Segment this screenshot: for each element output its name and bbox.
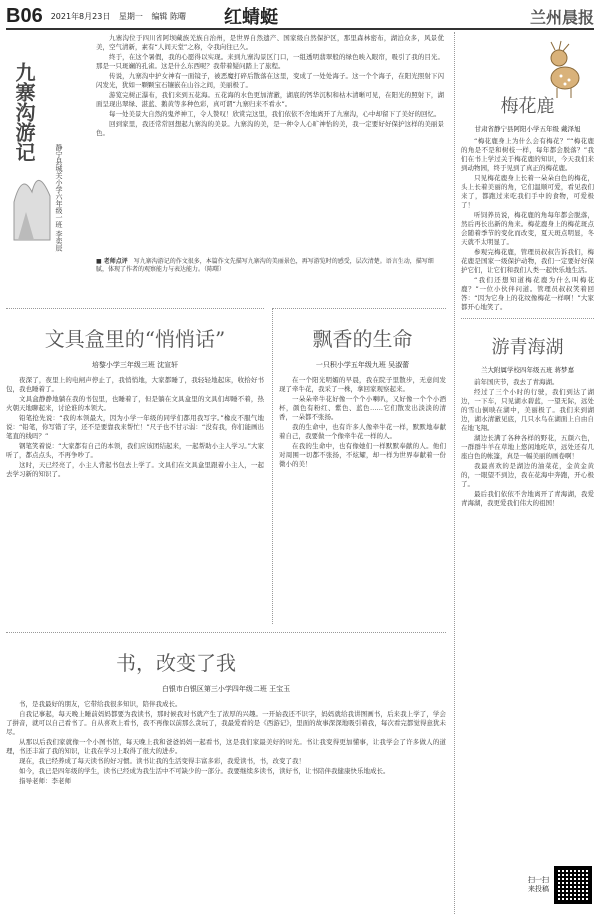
qr-code-icon[interactable] [554, 866, 592, 904]
article-body [96, 34, 444, 139]
paragraph: 参观完梅花鹿，管理员叔叔告诉我们，梅花鹿是国家一级保护动物，我们一定要好好保护它们，让它们和我们人类一起快乐地生活。 [461, 248, 594, 274]
paragraph: 最后我们依依不舍地离开了青海湖，我爱青海湖，我更爱我们伟大的祖国！ [461, 490, 594, 507]
editor-credit: 编辑 陈曙 [151, 11, 186, 21]
paragraph: 如今，我已是四年级的学生，读书已经成为我生活中不可缺少的一部分。我要继续多读书，读好书，让书陪伴我健康快乐地成长。 [19, 767, 390, 775]
page-header [6, 4, 594, 30]
article-title: 九寨沟游记 [12, 62, 36, 162]
paragraph: 湖边长满了各种各样的野花，五颜六色，一群群牛羊在草地上悠闲地吃草，远处还有几座白色的帐篷，真是一幅美丽的画卷啊！ [461, 434, 594, 460]
paragraph: 钢笔笑着说：“大家都有自己的本领，我们应该团结起来，一起帮助小主人学习。”大家听了，都点点头，不再争吵了。 [6, 442, 264, 459]
paragraph: 听饲养员说，梅花鹿的角每年都会脱落，然后再长出新的角来。梅花鹿身上的梅花斑点会随着季节的变化而改变，夏天斑点明显，冬天就不太明显了。 [461, 211, 594, 246]
article-stationery-box [6, 308, 264, 625]
paragraph: 在一个阳光明媚的早晨，我在院子里散步，无意间发现了牵牛花，我采了一株，拿回家观察起来。 [279, 376, 446, 393]
submission-qr[interactable] [528, 866, 592, 904]
article-author: 静宁县城关小学六年级一班 李奕辰 [55, 144, 63, 252]
header-meta [51, 11, 192, 22]
paragraph: 这时，天已经亮了，小主人背起书包去上学了。文具们在文具盒里跟着小主人，一起去学习新的知识了。 [6, 461, 264, 478]
issue-weekday: 星期一 [118, 11, 143, 21]
left-column [6, 32, 446, 914]
paragraph: 现在，我已经养成了每天读书的好习惯。读书让我的生活变得丰富多彩，我爱读书，书，改变了我！ [19, 757, 305, 765]
article-author: 甘肃省静宁县阿阳小学五年级 戴泽旭 [474, 125, 581, 133]
paragraph: 铅笔抢先说：“我的本领最大，因为小学一年级的同学们都用我写字。”橡皮不服气地说：“铅笔，你写错了字，还不是要靠我来帮忙！”尺子也不甘示弱：“没有我，你们能画出笔直的线吗？” [6, 414, 264, 440]
article-author: 培黎小学三年级三班 沈宣轩 [91, 361, 179, 369]
paragraph: 自我记事起，每天晚上睡前妈妈都要为我读书，那时候我对书就产生了浓厚的兴趣。一开始我还不识字，妈妈就给我讲图画书，后来我上学了，学会了拼音，就可以自己看书了。自从喜欢上看书，我不再像以前那么贪玩了，我最爱看的是《西游记》，里面的故事深深地吸引着我，每次看完都觉得意犹未尽。 [6, 710, 446, 736]
article-jiuzhaigou [6, 32, 446, 300]
paragraph: 只见梅花鹿身上长着一朵朵白色的梅花，头上长着美丽的角，它们温顺可爱，看见我们来了，都跑过来吃我们手中的食物，可爱极了！ [461, 174, 594, 209]
page-number: B06 [6, 4, 43, 27]
paragraph: 传说，九寨沟中护女神有一面镜子，被恶魔打碎后散落在这里，变成了一处处海子。这一个个海子，在阳光照射下闪闪发光，犹如一颗颗宝石镶嵌在山谷之间，美丽极了。 [96, 72, 444, 89]
article-title: 书，改变了我 [116, 651, 236, 675]
article-author: 兰大附属学校四年级五班 蒋梦嘉 [480, 366, 575, 374]
paragraph: 一朵朵牵牛花好像一个个小喇叭，又好像一个个小酒杯，颜色有粉红、紫色、蓝色……它们散发出淡淡的清香，一朵都不张扬。 [279, 395, 446, 421]
paragraph: 回到家里，我还常常回想起九寨沟的美景。九寨沟的美，是一种令人心旷神怡的美，我一定要好好保护这样的美丽景色。 [96, 120, 444, 137]
article-book-changed-me [6, 632, 446, 915]
article-sika-deer [461, 92, 594, 312]
right-column [454, 32, 594, 914]
paragraph: 前年国庆节，我去了青海湖。 [474, 378, 559, 386]
paragraph: 书，是我最好的朋友，它带给我很多知识，陪伴我成长。 [19, 700, 182, 708]
paragraph: 经过了三个小时的行驶，我们到达了湖边，一下车，只见湖水碧蓝，一望无际，远处的雪山倒映在湖中，美丽极了。我们来到湖边，湖水清澈见底，几只水鸟在湖面上自由自在地飞翔。 [461, 388, 594, 432]
paragraph: “我们还想知道梅花鹿为什么叫梅花鹿？”一位小伙伴问道。管理员叔叔笑着回答：“因为它身上的花纹像梅花一样啊！”大家都开心地笑了。 [461, 276, 594, 311]
paragraph: 每一处美景大自然的鬼斧神工，令人赞叹！欣赏完这里，我们依依不舍地离开了九寨沟，心中却留下了美好的回忆。 [109, 110, 441, 118]
newspaper-brand: 兰州晨报 [529, 7, 594, 27]
paragraph: 文具盒静静地躺在我的书包里，也睡着了，但是躺在文具盒里的文具们却睡不着，热火朝天地聊起来，讨论谁的本领大。 [6, 395, 264, 412]
paragraph: 九寨沟位于四川省阿坝藏族羌族自治州，是世界自然遗产、国家级自然保护区，那里森林密布，湖泊众多，风景优美，空气清新，素有“人间天堂”之称，令我向往已久。 [96, 34, 444, 51]
article-qinghai-lake [461, 318, 594, 508]
paragraph: 在我的生命中，也有像她们一样默默奉献的人。他们对周围一切都不张扬，不炫耀，却一样为世界奉献着一份微小的美！ [279, 442, 446, 468]
deer-illustration [541, 40, 587, 100]
qr-label: 扫一扫 来投稿 [528, 876, 549, 893]
article-title: 飘香的生命 [312, 327, 413, 351]
article-title: 文具盒里的“悄悄话” [44, 327, 226, 351]
paragraph: 游览完树正瀑布，我们来到五花海。五花海的水色更加清澈，湖底的钙华沉积和枯木清晰可见，在阳光的照射下，湖面呈现出翠绿、湛蓝、鹅黄等多种色彩，真可谓“九寨归来不看水”。 [96, 91, 444, 108]
paragraph: 夜深了，夜里上的电闸声停止了，我悄悄地，大家都睡了，我轻轻地起床，收拾好书包，我也睡着了。 [6, 376, 264, 393]
landscape-illustration [12, 162, 52, 242]
paragraph: 从那以后我们家就像一个小图书馆，每天晚上我和爸爸妈妈一起看书，这是我们家最美好的时光。书让我变得更加懂事，让我学会了许多做人的道理，书还丰富了我的知识，让我在学习上取得了很大的进步。 [6, 738, 446, 755]
article-title: 梅花鹿 [500, 96, 555, 117]
paragraph: “梅花鹿身上为什么会有梅花？”“梅花鹿的角是不是和树枝一样，每年都会脱落？”我们在书上学过关于梅花鹿的知识，今天我们来到动物园，终于见到了真正的梅花鹿。 [461, 137, 594, 172]
paragraph: 指导老师：李老师 [19, 777, 71, 785]
issue-date: 2021年8月23日 [50, 11, 111, 21]
paragraph: 我最喜欢的是湖边的油菜花，金黄金黄的，一眼望不到边，我在花海中奔跑，开心极了。 [461, 462, 594, 488]
article-author: 白银市白银区第三小学四年级二班 王宝玉 [161, 685, 291, 693]
article-author: 一只积小学五年级九班 吴淑蕾 [315, 361, 410, 369]
content-area [6, 32, 594, 914]
article-title: 游青海湖 [491, 337, 564, 358]
comment-text: 写九寨沟游记的作文很多，本篇作文先描写九寨沟的美丽景色，再写游览时的感受，层次清楚。语言生动，描写细腻，体现了作者的观察能力与表达能力。（陈曙） [96, 258, 434, 273]
column-title: 红蜻蜓 [223, 7, 278, 28]
teacher-comment [96, 258, 444, 274]
paragraph: 终于，在这个暑假，我的心愿得以实现。来到九寨沟景区门口，一组透明翡翠般的绿色映入眼帘，吸引了我的目光。那是一只斑斓的孔雀。这是什么东西呢？我带着疑问踏上了旅程。 [96, 53, 444, 70]
comment-tag: ■ 老师点评 [96, 258, 128, 265]
article-fragrant-life [272, 308, 446, 624]
paragraph: 我的生命中，也有许多人像牵牛花一样，默默地奉献着自己，我要做一个像牵牛花一样的人。 [279, 423, 446, 440]
